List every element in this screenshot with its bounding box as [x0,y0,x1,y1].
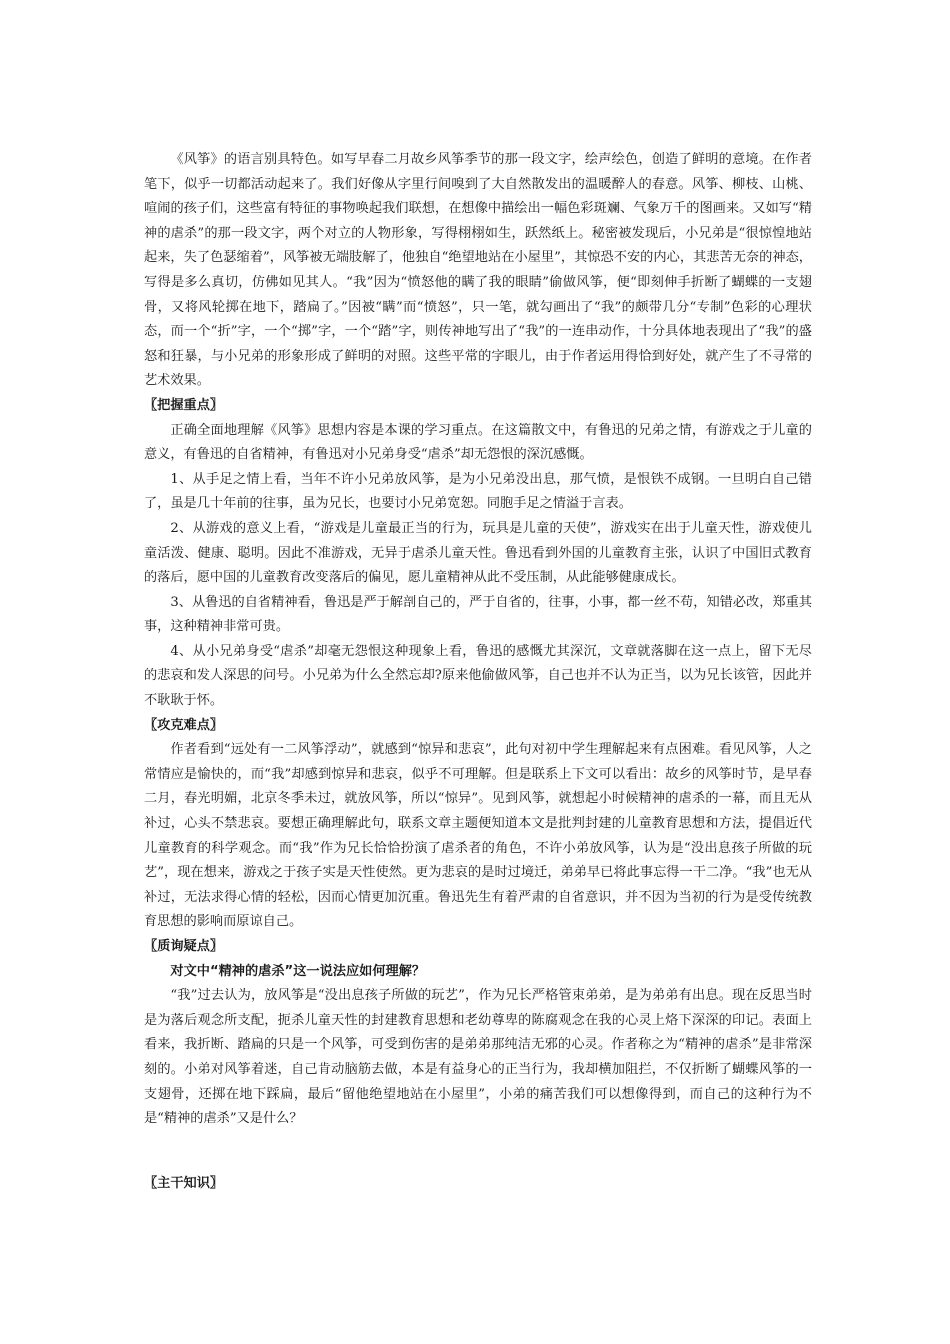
key-points-item-4: 4、从小兄弟身受“虐杀”却毫无怨恨这种现象上看，鲁迅的感慨尤其深沉，文章就落脚在这一点上，留下无尽的悲哀和发人深思的问号。小兄弟为什么全然忘却?原来他偷做风筝，自己也并不认为正当，以为兄长该管，因此并不耿耿于怀。 [144,643,812,709]
key-points-item-3: 3、从鲁迅的自省精神看，鲁迅是严于解剖自己的，严于自省的，往事，小事，都一丝不苟，知错必改，郑重其事，这种精神非常可贵。 [144,594,812,635]
difficulties-paragraph: 作者看到“远处有一二风筝浮动”，就感到“惊异和悲哀”，此句对初中学生理解起来有点困难。看见风筝，人之常情应是愉快的，而“我”却感到惊异和悲哀，似乎不可理解。但是联系上下文可以看出：故乡的风筝时节，是早春二月，春光明媚，北京冬季未过，就放风筝，所以“惊异”。见到风筝，就想起小时候精神的虐杀的一幕，而且无从补过，心头不禁悲哀。要想正确理解此句，联系文章主题便知道本文是批判封建的儿童教育思想和方法，提倡近代儿童教育的科学观念。而“我”作为兄长恰恰扮演了虐杀者的角色，不许小弟放风筝，认为是“没出息孩子所做的玩艺”，现在想来，游戏之于孩子实是天性使然。更为悲哀的是时过境迁，弟弟早已将此事忘得一干二净。“我”也无从补过，无法求得心情的轻松，因而心情更加沉重。鲁迅先生有着严肃的自省意识，并不因为当初的行为是受传统教育思想的影响而原谅自己。 [144,742,812,930]
key-points-item-2: 2、从游戏的意义上看，“游戏是儿童最正当的行为，玩具是儿童的天使”，游戏实在出于儿童天性，游戏使儿童活泼、健康、聪明。因此不准游戏，无异于虐杀儿童天性。鲁迅看到外国的儿童教育主张，认识了中国旧式教育的落后，愿中国的儿童教育改变落后的偏见，愿儿童精神从此不受压制，从此能够健康成长。 [144,520,812,586]
section-heading-questions: 〖质询疑点〗 [144,939,224,954]
section-heading-difficulties: 〖攻克难点〗 [144,717,224,733]
blank-space [144,1132,812,1172]
intro-paragraph: 《风筝》的语言别具特色。如写早春二月故乡风筝季节的那一段文字，绘声绘色，创造了鲜明的意境。在作者笔下，似乎一切都活动起来了。我们好像从字里行间嗅到了大自然散发出的温暖醉人的春意。风筝、柳枝、山桃、喧闹的孩子们，这些富有特征的事物唤起我们联想，在想像中描绘出一幅色彩斑斓、气象万千的图画来。又如写“精神的虐杀”的那一段文字，两个对立的人物形象，写得栩栩如生，跃然纸上。秘密被发现后，小兄弟是“很惊惶地站起来，失了色瑟缩着”，风筝被无端肢解了，他独自“绝望地站在小屋里”，其惊恐不安的内心，其悲苦无奈的神态，写得是多么真切，仿佛如见其人。“我”因为“愤怒他的瞒了我的眼睛”偷做风筝，便“即刻伸手折断了蝴蝶的一支翅骨，又将风轮掷在地下，踏扁了。”因被“瞒”而“愤怒”，只一笔，就勾画出了“我”的颇带几分“专制”色彩的心理状态，而一个“折”字，一个“掷”字，一个“踏”字，则传神地写出了“我”的一连串动作，十分具体地表现出了“我”的盛怒和狂暴，与小兄弟的形象形成了鲜明的对照。这些平常的字眼儿，由于作者运用得恰到好处，就产生了不寻常的艺术效果。 [144,152,812,389]
section-heading-key-points: 〖把握重点〗 [144,397,224,413]
question-title: 对文中“精神的虐杀”这一说法应如何理解？ [170,963,426,979]
section-heading-main-knowledge: 〖主干知识〗 [144,1175,224,1191]
question-answer: “我”过去认为，放风筝是“没出息孩子所做的玩艺”，作为兄长严格管束弟弟，是为弟弟有出息。现在反思当时是为落后观念所支配，扼杀儿童天性的封建教育思想和老幼尊卑的陈腐观念在我的心灵上烙下深深的印记。表面上看来，我折断、踏扁的只是一个风筝，可受到伤害的是弟弟那纯洁无邪的心灵。作者称之为“精神的虐杀”是非常深刻的。小弟对风筝着迷，自己肯动脑筋去做，本是有益身心的正当行为，我却横加阻拦，不仅折断了蝴蝶风筝的一支翅骨，还掷在地下踩扁，最后“留他绝望地站在小屋里”，小弟的痛苦我们可以想像得到，而自己的这种行为不是“精神的虐杀”又是什么？ [144,988,812,1127]
key-points-item-1: 1、从手足之情上看，当年不许小兄弟放风筝，是为小兄弟没出息，那气愤，是恨铁不成钢。一旦明白自己错了，虽是几十年前的往事，虽为兄长，也要讨小兄弟宽恕。同胞手足之情溢于言表。 [144,471,812,512]
document-page [144,148,812,1196]
key-points-intro: 正确全面地理解《风筝》思想内容是本课的学习重点。在这篇散文中，有鲁迅的兄弟之情，有游戏之于儿童的意义，有鲁迅的自省精神，有鲁迅对小兄弟身受“虐杀”却无怨恨的深沉感慨。 [144,422,812,463]
